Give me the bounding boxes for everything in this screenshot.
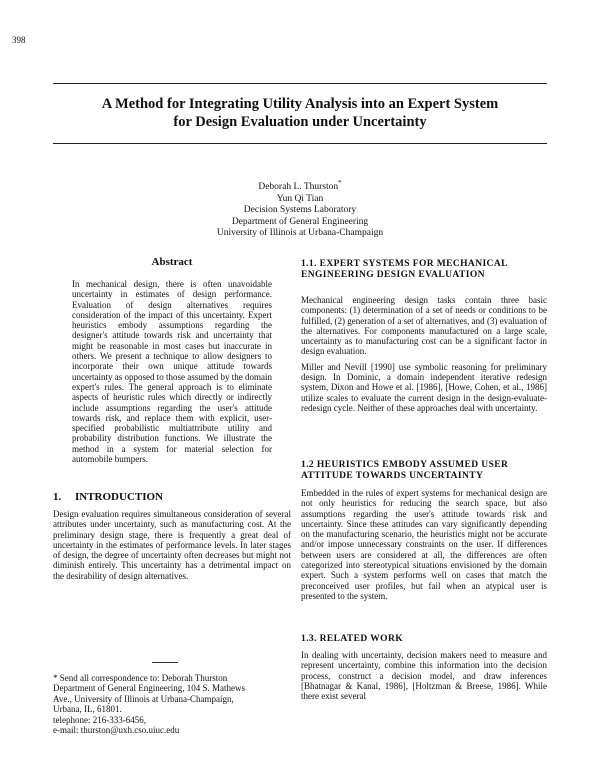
introduction-body xyxy=(53,509,291,581)
abstract-text: In mechanical design, there is often unavoidable uncertainty in estimates of design performance. Evaluation of design alternatives requires consideration of the impact of this uncertainty. Expert heuristics embody assumptions regarding the designer's attitude towards risk and uncertainty that might be reasonable in most cases but inaccurate in others. We present a technique to allow designers to incorporate their own unique attitude towards uncertainty as opposed to those assumed by the domain expert's rules. The general approach is to eliminate aspects of heuristic rules which directly or indirectly include assumptions regarding the user's attitude towards risk, and replace them with explicit, user-specified probabilistic multiattribute utility and probability distribution functions. We illustrate the method in a system for material selection for automobile bumpers. xyxy=(72,279,272,465)
author-primary: Deborah L. Thurston xyxy=(258,182,339,193)
section-1-1-heading: 1.1. EXPERT SYSTEMS FOR MECHANICAL ENGINEERING DESIGN EVALUATION xyxy=(301,259,508,280)
footnote-line: Ave., University of Illinois at Urbana-Champaign, xyxy=(53,693,234,704)
title-bottom-rule xyxy=(53,143,547,144)
author-department: Department of General Engineering xyxy=(231,216,369,227)
footnote-line: telephone: 216-333-6456, xyxy=(53,714,146,725)
section-1-2-body xyxy=(301,488,547,606)
footnote-line: Department of General Engineering, 104 S. Mathews xyxy=(53,683,245,694)
footnote-line: Urbana, IL, 61801. xyxy=(53,704,122,715)
author-secondary: Yun Qi Tian xyxy=(276,193,324,204)
footnote-line: * Send all correspondence to: Deborah Thurston xyxy=(53,673,228,683)
title-top-rule xyxy=(53,83,547,84)
section-1-3-heading: 1.3. RELATED WORK xyxy=(301,634,403,644)
paragraph: Embedded in the rules of expert systems for mechanical design are not only heuristics for reducing the search space, but also assumptions regarding the user's attitude towards risk and uncertainty. Since these attitudes can vary significantly depending on the manufacturing scenario, the heuristics might not be accurate and/or impose unnecessary constraints on the user. If differences between users are considered at all, the differences are often categorized into stereotypical situations envisioned by the domain expert. Such a system performs well on cases that match the preconceived user profiles, but fail when an atypical user is presented to the system. xyxy=(301,488,547,601)
introduction-heading xyxy=(53,491,163,503)
title-line-2: for Design Evaluation under Uncertainty xyxy=(173,114,427,130)
abstract-heading: Abstract xyxy=(151,256,193,268)
paragraph: In dealing with uncertainty, decision makers need to measure and represent uncertainty, combine this information into the decision process, construct a decision model, and draw inferences [Bhatnagar & Kanal, 1986], [Holtzman & Breese, 1986]. While there exist several xyxy=(301,650,547,702)
footnote xyxy=(53,673,293,735)
abstract-body xyxy=(72,279,272,464)
title-line-1: A Method for Integrating Utility Analysis into an Expert System xyxy=(101,96,499,112)
introduction-number: 1. xyxy=(53,491,62,503)
author-block xyxy=(150,178,450,240)
section-1-3-body xyxy=(301,650,547,706)
paper-title xyxy=(53,95,547,131)
author-lab: Decision Systems Laboratory xyxy=(243,205,357,216)
section-1-2-heading: 1.2 HEURISTICS EMBODY ASSUMED USER ATTITUDE TOWARDS UNCERTAINTY xyxy=(301,460,509,481)
footnote-line: e-mail: thurston@uxh.cso.uiuc.edu xyxy=(53,725,180,736)
footnote-rule xyxy=(152,662,178,663)
author-footnote-mark: * xyxy=(338,179,342,187)
section-1-1-body xyxy=(301,295,547,418)
introduction-text: Design evaluation requires simultaneous consideration of several attributes under uncertainty, such as manufacturing cost. At the preliminary design stage, there is frequently a great deal of uncertainty in the estimates of performance levels. In later stages of design, the degree of uncertainty often decreases but might not diminish entirely. This uncertainty has a detrimental impact on the desirability of design alternatives. xyxy=(53,509,291,581)
page-number: 398 xyxy=(12,35,26,45)
author-university: University of Illinois at Urbana-Champaign xyxy=(216,228,384,239)
introduction-title: INTRODUCTION xyxy=(75,491,164,503)
paragraph: Miller and Nevill [1990] use symbolic reasoning for preliminary design. In Dominic, a domain independent iterative redesign system, Dixon and Howe et al. [1986], [Howe, Cohen, et al., 1986] utilize scales to evaluate the current design in the design-evaluate-redesign cycle. Neither of these approaches deal with uncertainty. xyxy=(301,361,547,413)
paragraph: Mechanical engineering design tasks contain three basic components: (1) determination of a set of needs or conditions to be fulfilled, (2) generation of a set of alternatives, and (3) evaluation of the alternatives. For components manufactured on a large scale, uncertainty as to manufacturing cost can be a significant factor in design evaluation. xyxy=(301,295,547,357)
